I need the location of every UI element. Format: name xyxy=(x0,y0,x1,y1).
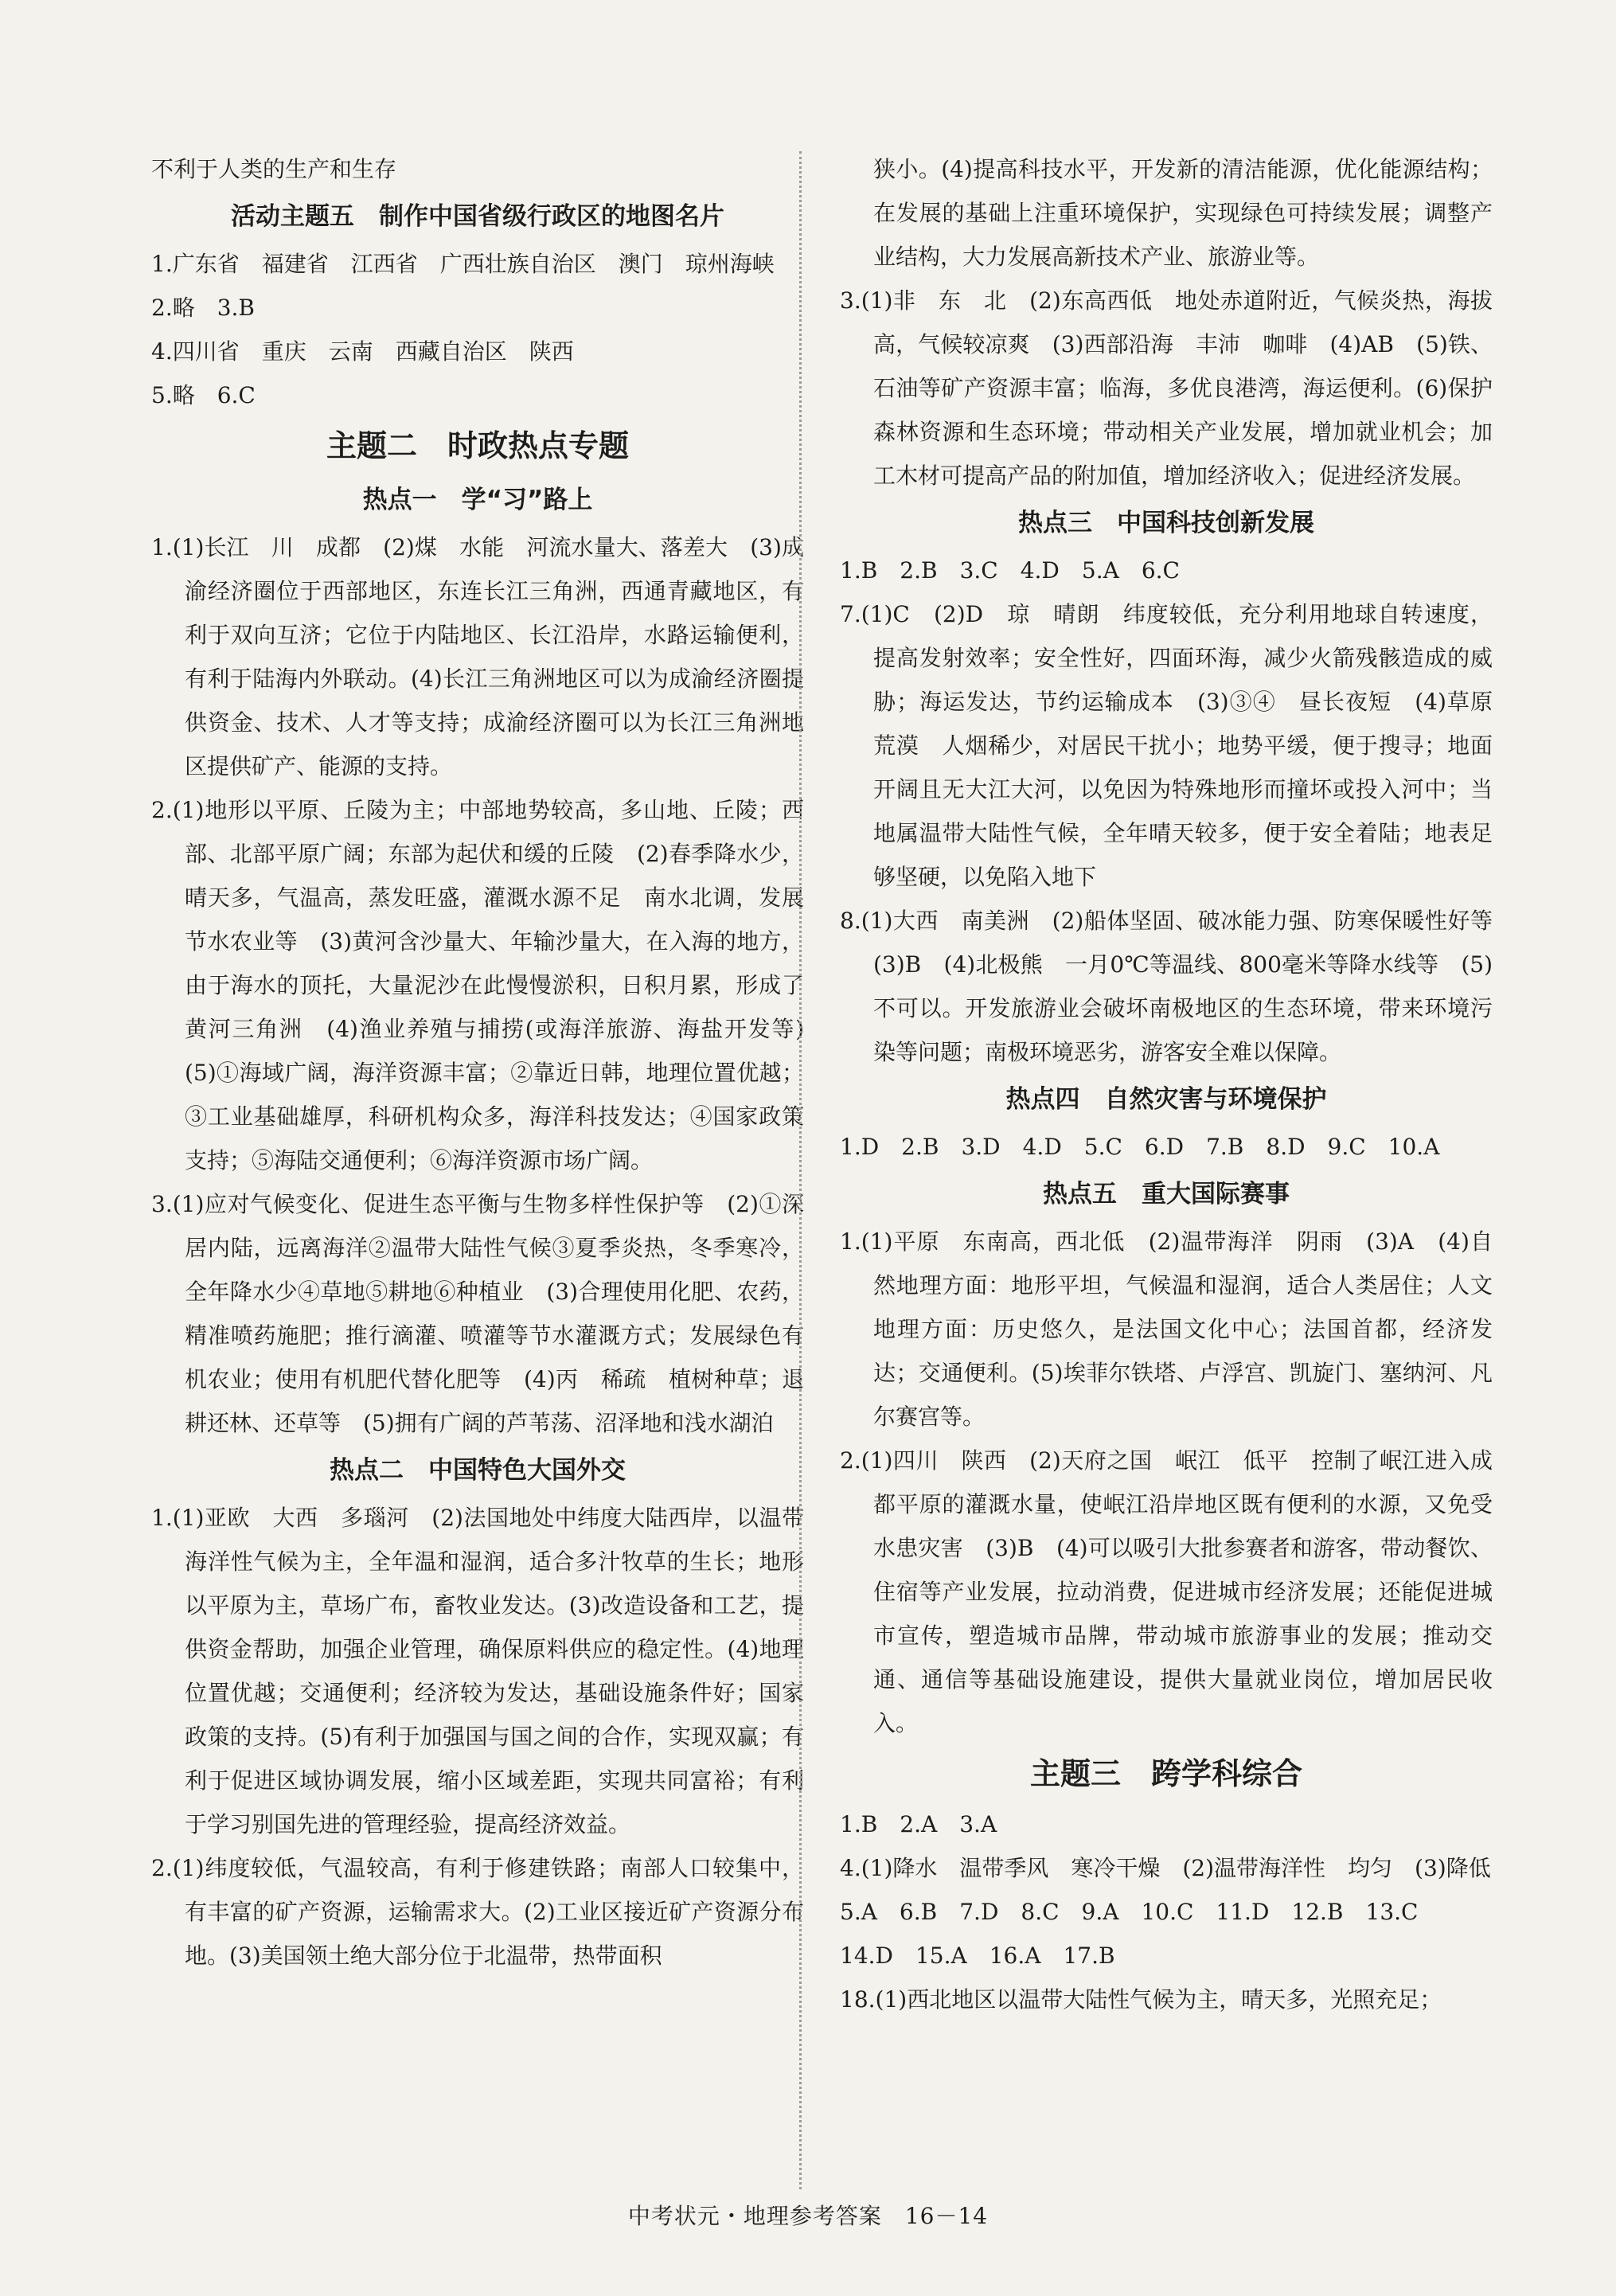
answer-item: 1.B 2.B 3.C 4.D 5.A 6.C xyxy=(840,557,1180,584)
answer-item: 1.(1)平原 东南高，西北低 (2)温带海洋 阴雨 (3)A (4)自然地理方面：地形平坦，气候温和湿润，适合人类居住；人文地理方面：历史悠久，是法国文化中心；法国首都，经济发达；交通便利。(5)埃菲尔铁塔、卢浮宫、凯旋门、塞纳河、凡尔赛宫等。 xyxy=(840,1228,1493,1430)
left-column xyxy=(151,147,827,1978)
continued-text: 狭小。(4)提高科技水平，开发新的清洁能源，优化能源结构；在发展的基础上注重环境保护，实现绿色可持续发展；调整产业结构，大力发展高新技术产业、旅游业等。 xyxy=(873,156,1493,270)
answer-item: 3.(1)应对气候变化、促进生态平衡与生物多样性保护等 (2)①深居内陆，远离海洋②温带大陆性气候③夏季炎热，冬季寒冷，全年降水少④草地⑤耕地⑥种植业 (3)合理使用化肥、农药，精准喷药施肥；推行滴灌、喷灌等节水灌溉方式；发展绿色有机农业；使用有机肥代替化肥等 (4)丙 稀疏 植树种草；退耕还林、还草等 (5)拥有广阔的芦苇荡、沼泽地和浅水湖泊 xyxy=(151,1191,804,1436)
theme3-title: 主题三 跨学科综合 xyxy=(1029,1756,1302,1791)
activity5-title: 活动主题五 制作中国省级行政区的地图名片 xyxy=(231,202,724,231)
answer-item: 7.(1)C (2)D 琼 晴朗 纬度较低，充分利用地球自转速度，提高发射效率；安全性好，四面环海，减少火箭残骸造成的威胁；海运发达，节约运输成本 (3)③④ 昼长夜短 (4)草原 荒漠 人烟稀少，对居民干扰小；地势平缓，便于搜寻；地面开阔且无大江大河，以免因为特殊地形而撞坏或投入河中；当地属温带大陆性气候，全年晴天较多，便于安全着陆；地表足够坚硬，以免陷入地下 xyxy=(840,601,1516,890)
right-column xyxy=(840,147,1516,2021)
theme2-title: 主题二 时政热点专题 xyxy=(326,428,629,463)
page-footer: 中考状元・地理参考答案 16－14 xyxy=(627,2203,989,2229)
answer-item: 3.(1)非 东 北 (2)东高西低 地处赤道附近，气候炎热，海拔高，气候较凉爽 (3)西部沿海 丰沛 咖啡 (4)AB (5)铁、石油等矿产资源丰富；临海，多优良港湾，海运便利。(6)保护森林资源和生态环境；带动相关产业发展，增加就业机会；加工木材可提高产品的附加值，增加经济收入；促进经济发展。 xyxy=(840,287,1493,489)
answer-item: 18.(1)西北地区以温带大陆性气候为主，晴天多，光照充足； xyxy=(840,1986,1442,2013)
answer-item: 1.(1)长江 川 成都 (2)煤 水能 河流水量大、落差大 (3)成渝经济圈位于西部地区，东连长江三角洲，西通青藏地区，有利于双向互济；它位于内陆地区、长江沿岸，水路运输便利，有利于陆海内外联动。(4)长江三角洲地区可以为成渝经济圈提供资金、技术、人才等支持；成渝经济圈可以为长江三角洲地区提供矿产、能源的支持。 xyxy=(151,534,804,779)
answer-item: 2.(1)地形以平原、丘陵为主；中部地势较高，多山地、丘陵；西部、北部平原广阔；东部为起伏和缓的丘陵 (2)春季降水少，晴天多，气温高，蒸发旺盛，灌溉水源不足 南水北调，发展节水农业等 (3)黄河含沙量大、年输沙量大，在入海的地方，由于海水的顶托，大量泥沙在此慢慢淤积，日积月累，形成了黄河三角洲 (4)渔业养殖与捕捞(或海洋旅游、海盐开发等) (5)①海域广阔，海洋资源丰富；②靠近日韩，地理位置优越；③工业基础雄厚，科研机构众多，海洋科技发达；④国家政策支持；⑤海陆交通便利；⑥海洋资源市场广阔。 xyxy=(151,797,827,1173)
hot1-title: 热点一 学“习”路上 xyxy=(362,486,593,514)
hot5-title: 热点五 重大国际赛事 xyxy=(1043,1180,1290,1209)
hot2-title: 热点二 中国特色大国外交 xyxy=(330,1456,626,1485)
intro-line: 不利于人类的生产和生存 xyxy=(151,156,397,182)
column-divider xyxy=(799,151,802,2189)
answer-item: 14.D 15.A 16.A 17.B xyxy=(840,1943,1115,1969)
answer-item: 2.略 3.B xyxy=(151,295,256,321)
answer-item: 4.四川省 重庆 云南 西藏自治区 陕西 xyxy=(151,338,574,365)
answer-item: 5.A 6.B 7.D 8.C 9.A 10.C 11.D 12.B 13.C xyxy=(840,1899,1419,1925)
answer-item: 1.广东省 福建省 江西省 广西壮族自治区 澳门 琼州海峡 xyxy=(151,251,775,277)
answer-item: 1.D 2.B 3.D 4.D 5.C 6.D 7.B 8.D 9.C 10.A xyxy=(840,1134,1440,1160)
hot3-title: 热点三 中国科技创新发展 xyxy=(1018,509,1314,537)
answer-item: 2.(1)纬度较低，气温较高，有利于修建铁路；南部人口较集中，有丰富的矿产资源，运输需求大。(2)工业区接近矿产资源分布地。(3)美国领土绝大部分位于北温带，热带面积 xyxy=(151,1855,804,1969)
answer-item: 1.B 2.A 3.A xyxy=(840,1811,997,1837)
answer-item: 1.(1)亚欧 大西 多瑙河 (2)法国地处中纬度大陆西岸，以温带海洋性气候为主，全年温和湿润，适合多汁牧草的生长；地形以平原为主，草场广布，畜牧业发达。(3)改造设备和工艺，提供资金帮助，加强企业管理，确保原料供应的稳定性。(4)地理位置优越；交通便利；经济较为发达，基础设施条件好；国家政策的支持。(5)有利于加强国与国之间的合作，实现双赢；有利于促进区域协调发展，缩小区域差距，实现共同富裕；有利于学习别国先进的管理经验，提高经济效益。 xyxy=(151,1505,804,1837)
answer-item: 8.(1)大西 南美洲 (2)船体坚固、破冰能力强、防寒保暖性好等 (3)B (4)北极熊 一月0℃等温线、800毫米等降水线等 (5)不可以。开发旅游业会破坏南极地区的生态环境，带来环境污染等问题；南极环境恶劣，游客安全难以保障。 xyxy=(840,908,1516,1065)
answer-item: 5.略 6.C xyxy=(151,382,256,408)
answer-item: 2.(1)四川 陕西 (2)天府之国 岷江 低平 控制了岷江进入成都平原的灌溉水量，使岷江沿岸地区既有便利的水源，又免受水患灾害 (3)B (4)可以吸引大批参赛者和游客，带动餐饮、住宿等产业发展，拉动消费，促进城市经济发展；还能促进城市宣传，塑造城市品牌，带动城市旅游事业的发展；推动交通、通信等基础设施建设，提供大量就业岗位，增加居民收入。 xyxy=(840,1447,1493,1736)
hot4-title: 热点四 自然灾害与环境保护 xyxy=(1005,1085,1327,1114)
answer-item: 4.(1)降水 温带季风 寒冷干燥 (2)温带海洋性 均匀 (3)降低 xyxy=(840,1855,1491,1881)
